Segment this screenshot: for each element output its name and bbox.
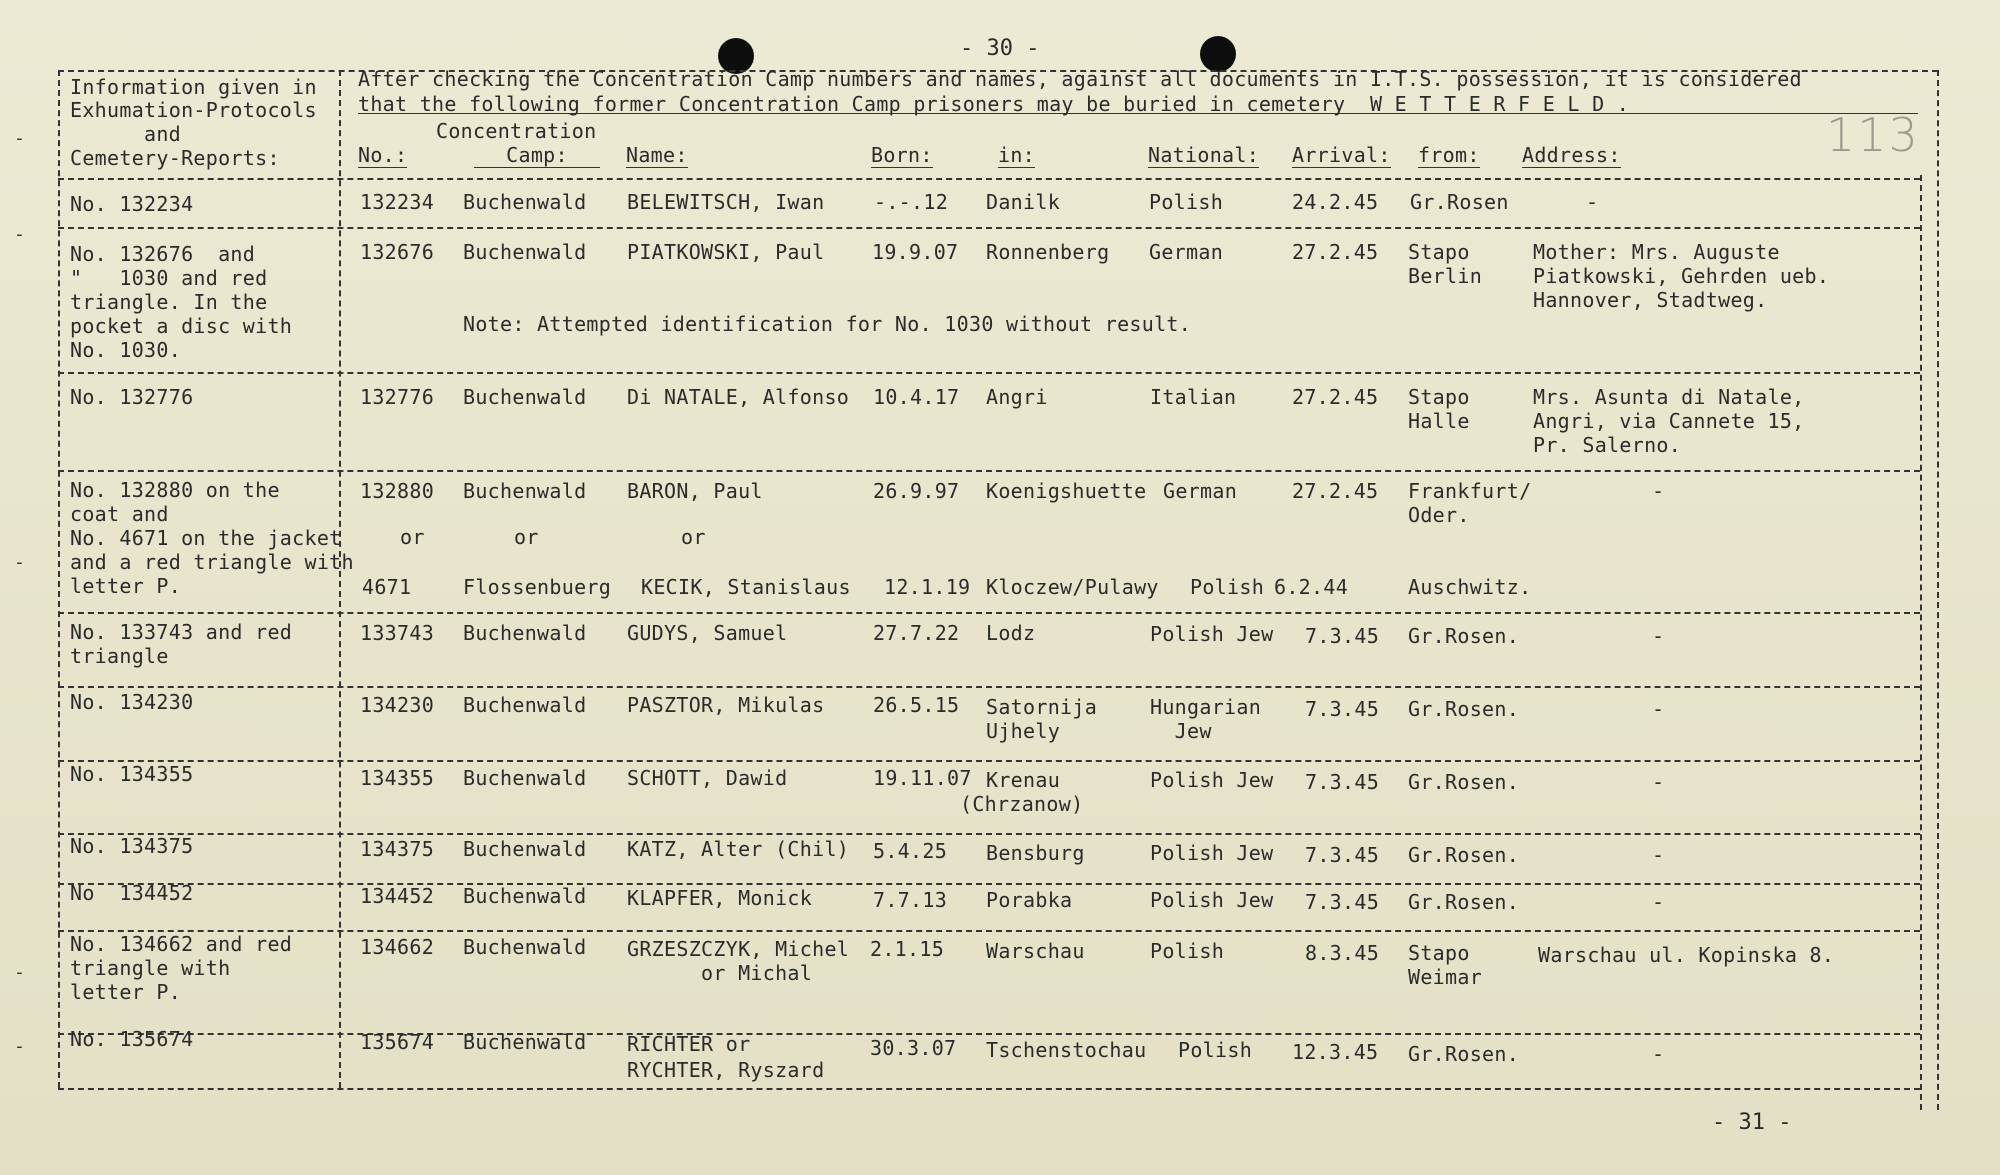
- born-cell: 26.9.97: [873, 479, 960, 503]
- left-col-title-3: and: [144, 122, 182, 146]
- from-cell: Halle: [1408, 409, 1470, 433]
- frame-right: [1937, 70, 1939, 1110]
- born-cell: 19.11.07: [873, 766, 972, 790]
- col-in-header: in:: [998, 143, 1036, 167]
- address-cell: -: [1652, 624, 1665, 648]
- intro-line-2: that the following former Concentration Camp prisoners may be buried in cemetery W E T T E R F E L D .: [358, 92, 1630, 116]
- info-cell: No. 134662 and red: [70, 932, 293, 956]
- frame-left: [58, 70, 60, 1088]
- no-cell: 133743: [360, 621, 435, 645]
- name-cell: or Michal: [627, 961, 813, 985]
- name-cell: BELEWITSCH, Iwan: [627, 190, 825, 214]
- col-born-header: Born:: [871, 143, 933, 167]
- address-cell: -: [1652, 697, 1665, 721]
- born-cell: 2.1.15: [870, 937, 945, 961]
- address-cell: -: [1652, 1042, 1665, 1066]
- alt-born-cell: 12.1.19: [884, 575, 971, 599]
- in-cell: Tschenstochau: [986, 1038, 1147, 1062]
- camp-cell: Buchenwald: [463, 884, 587, 908]
- in-cell: Danilk: [986, 190, 1061, 214]
- col-concentration: Concentration: [436, 119, 597, 143]
- info-cell: No. 1030.: [70, 338, 182, 362]
- address-cell: Pr. Salerno.: [1533, 433, 1682, 457]
- from-cell: Gr.Rosen.: [1408, 770, 1520, 794]
- left-col-title-1: Information given in: [70, 75, 317, 99]
- info-cell: No. 132880 on the: [70, 478, 280, 502]
- or-word: or: [400, 525, 425, 549]
- national-cell: Italian: [1150, 385, 1237, 409]
- in-cell: Satornija: [986, 695, 1098, 719]
- no-cell: 134355: [360, 766, 435, 790]
- born-cell: -.-.12: [874, 190, 949, 214]
- name-cell: GRZESZCZYK, Michel: [627, 937, 850, 961]
- name-cell: BARON, Paul: [627, 479, 763, 503]
- national-cell: Hungarian: [1150, 695, 1262, 719]
- col-arrival-header: Arrival:: [1292, 143, 1391, 167]
- info-cell: triangle: [70, 644, 169, 668]
- alt-no-cell: 4671: [362, 575, 412, 599]
- row-divider: [58, 760, 1920, 762]
- arrival-cell: 7.3.45: [1305, 890, 1380, 914]
- row-divider: [58, 883, 1920, 885]
- margin-mark: -: [14, 1036, 25, 1057]
- arrival-cell: 27.2.45: [1292, 240, 1379, 264]
- born-cell: 5.4.25: [873, 839, 948, 863]
- no-cell: 134662: [360, 935, 435, 959]
- info-cell: triangle with: [70, 956, 231, 980]
- top-page-number: - 30 -: [960, 36, 1040, 61]
- info-cell: triangle. In the: [70, 290, 268, 314]
- address-cell: -: [1586, 190, 1599, 214]
- in-cell: Lodz: [986, 621, 1036, 645]
- in-cell: Angri: [986, 385, 1048, 409]
- camp-cell: Buchenwald: [463, 935, 587, 959]
- name-cell: RYCHTER, Ryszard: [627, 1058, 825, 1082]
- from-cell: Gr.Rosen.: [1408, 843, 1520, 867]
- address-cell: -: [1652, 843, 1665, 867]
- info-cell: pocket a disc with: [70, 314, 293, 338]
- margin-mark: -: [14, 962, 25, 983]
- col-from-header: from:: [1418, 143, 1480, 167]
- national-cell: Polish Jew: [1150, 841, 1274, 865]
- name-cell: RICHTER or: [627, 1032, 751, 1056]
- from-cell: Oder.: [1408, 503, 1470, 527]
- row-divider: [58, 930, 1920, 932]
- info-cell: No 134452: [70, 881, 194, 905]
- margin-mark: -: [14, 552, 25, 573]
- alt-from-cell: Auschwitz.: [1408, 575, 1532, 599]
- col-camp-header: Camp:: [474, 143, 600, 168]
- arrival-cell: 27.2.45: [1292, 385, 1379, 409]
- from-cell: Stapo: [1408, 385, 1470, 409]
- info-cell: coat and: [70, 502, 169, 526]
- info-cell: No. 4671 on the jacket: [70, 526, 342, 550]
- no-cell: 132676: [360, 240, 435, 264]
- col-national-header: National:: [1148, 143, 1260, 167]
- address-cell: -: [1652, 770, 1665, 794]
- national-cell: Polish Jew: [1150, 888, 1274, 912]
- info-cell: No. 132676 and: [70, 242, 256, 266]
- from-cell: Frankfurt/: [1408, 479, 1532, 503]
- name-cell: KLAPFER, Monick: [627, 886, 813, 910]
- note-text: Note: Attempted identification for No. 1030 without result.: [463, 312, 1192, 336]
- row-divider: [58, 178, 1920, 180]
- arrival-cell: 12.3.45: [1292, 1040, 1379, 1064]
- national-cell: Polish Jew: [1150, 622, 1274, 646]
- no-cell: 134452: [360, 884, 435, 908]
- margin-mark: -: [14, 224, 25, 245]
- camp-cell: Buchenwald: [463, 837, 587, 861]
- camp-cell: Buchenwald: [463, 385, 587, 409]
- address-cell: Mrs. Asunta di Natale,: [1533, 385, 1805, 409]
- left-col-title-4: Cemetery-Reports:: [70, 146, 280, 170]
- name-cell: KATZ, Alter (Chil): [627, 837, 850, 861]
- info-cell: No. 134375: [70, 834, 194, 858]
- born-cell: 30.3.07: [870, 1036, 957, 1060]
- name-cell: PIATKOWSKI, Paul: [627, 240, 825, 264]
- address-cell: -: [1652, 479, 1665, 503]
- born-cell: 10.4.17: [873, 385, 960, 409]
- info-cell: " 1030 and red: [70, 266, 268, 290]
- address-cell: Warschau ul. Kopinska 8.: [1538, 943, 1835, 967]
- from-cell: Gr.Rosen.: [1408, 697, 1520, 721]
- row-divider: [58, 470, 1920, 472]
- info-cell: No. 134355: [70, 762, 194, 786]
- camp-cell: Buchenwald: [463, 621, 587, 645]
- col-name-header: Name:: [626, 143, 688, 167]
- from-cell: Weimar: [1408, 965, 1483, 989]
- info-cell: No. 132234: [70, 192, 194, 216]
- info-cell: No. 135674: [70, 1027, 194, 1051]
- born-cell: 19.9.07: [872, 240, 959, 264]
- camp-cell: Buchenwald: [463, 693, 587, 717]
- name-cell: PASZTOR, Mikulas: [627, 693, 825, 717]
- col-no-header: No.:: [358, 143, 408, 167]
- bottom-page-number: - 31 -: [1712, 1110, 1792, 1135]
- col-address-header: Address:: [1522, 143, 1621, 167]
- left-col-title-2: Exhumation-Protocols: [70, 98, 317, 122]
- from-cell: Gr.Rosen.: [1408, 890, 1520, 914]
- in-cell: Ujhely: [986, 719, 1061, 743]
- alt-national-cell: Polish: [1190, 575, 1265, 599]
- in-cell: Warschau: [986, 939, 1085, 963]
- frame-right-inner: [1920, 175, 1922, 1110]
- alt-camp-cell: Flossenbuerg: [463, 575, 612, 599]
- name-cell: GUDYS, Samuel: [627, 621, 788, 645]
- in-cell: Koenigshuette: [986, 479, 1147, 503]
- in-cell: Bensburg: [986, 841, 1085, 865]
- in-cell: Ronnenberg: [986, 240, 1110, 264]
- stamp-number: 113: [1826, 108, 1920, 162]
- national-cell: Polish: [1149, 190, 1224, 214]
- no-cell: 134230: [360, 693, 435, 717]
- row-divider: [58, 227, 1920, 229]
- address-cell: Hannover, Stadtweg.: [1533, 288, 1768, 312]
- name-cell: SCHOTT, Dawid: [627, 766, 788, 790]
- info-cell: letter P.: [70, 574, 182, 598]
- alt-name-cell: KECIK, Stanislaus: [641, 575, 851, 599]
- address-cell: Mother: Mrs. Auguste: [1533, 240, 1780, 264]
- address-cell: -: [1652, 890, 1665, 914]
- address-cell: Angri, via Cannete 15,: [1533, 409, 1805, 433]
- in-cell: Porabka: [986, 888, 1073, 912]
- intro-line-1: After checking the Concentration Camp numbers and names, against all documents in I.T.S. possession, it is considered: [358, 67, 1802, 91]
- name-cell: Di NATALE, Alfonso: [627, 385, 850, 409]
- margin-mark: -: [14, 128, 25, 149]
- from-cell: Gr.Rosen: [1410, 190, 1509, 214]
- arrival-cell: 8.3.45: [1305, 941, 1380, 965]
- national-cell: Polish: [1178, 1038, 1253, 1062]
- from-cell: Berlin: [1408, 264, 1483, 288]
- no-cell: 132234: [360, 190, 435, 214]
- arrival-cell: 7.3.45: [1305, 624, 1380, 648]
- info-cell: letter P.: [70, 980, 182, 1004]
- from-cell: Gr.Rosen.: [1408, 624, 1520, 648]
- or-word: or: [681, 525, 706, 549]
- arrival-cell: 7.3.45: [1305, 843, 1380, 867]
- arrival-cell: 7.3.45: [1305, 697, 1380, 721]
- national-cell: Polish: [1150, 939, 1225, 963]
- born-cell: 26.5.15: [873, 693, 960, 717]
- national-cell: German: [1149, 240, 1224, 264]
- national-cell: Jew: [1150, 719, 1212, 743]
- from-cell: Gr.Rosen.: [1408, 1042, 1520, 1066]
- alt-in-cell: Kloczew/Pulawy: [986, 575, 1159, 599]
- frame-bottom: [58, 1088, 1920, 1090]
- info-cell: No. 134230: [70, 690, 194, 714]
- address-cell: Piatkowski, Gehrden ueb.: [1533, 264, 1830, 288]
- from-cell: Stapo: [1408, 240, 1470, 264]
- in-cell: Krenau: [986, 768, 1061, 792]
- born-cell: 7.7.13: [873, 888, 948, 912]
- in-cell: (Chrzanow): [960, 792, 1084, 816]
- national-cell: Polish Jew: [1150, 768, 1274, 792]
- info-cell: and a red triangle with: [70, 550, 354, 574]
- arrival-cell: 27.2.45: [1292, 479, 1379, 503]
- arrival-cell: 7.3.45: [1305, 770, 1380, 794]
- row-divider: [58, 1033, 1920, 1035]
- column-divider: [339, 70, 341, 1088]
- info-cell: No. 133743 and red: [70, 620, 293, 644]
- no-cell: 134375: [360, 837, 435, 861]
- camp-cell: Buchenwald: [463, 479, 587, 503]
- arrival-cell: 24.2.45: [1292, 190, 1379, 214]
- row-divider: [58, 612, 1920, 614]
- info-cell: No. 132776: [70, 385, 194, 409]
- alt-arrival-cell: 6.2.44: [1274, 575, 1349, 599]
- camp-cell: Buchenwald: [463, 240, 587, 264]
- row-divider: [58, 372, 1920, 374]
- no-cell: 132880: [360, 479, 435, 503]
- camp-cell: Buchenwald: [463, 766, 587, 790]
- camp-cell: Buchenwald: [463, 190, 587, 214]
- or-word: or: [514, 525, 539, 549]
- national-cell: German: [1163, 479, 1238, 503]
- camp-cell: Buchenwald: [463, 1030, 587, 1054]
- row-divider: [58, 686, 1920, 688]
- born-cell: 27.7.22: [873, 621, 960, 645]
- row-divider: [58, 833, 1920, 835]
- from-cell: Stapo: [1408, 941, 1470, 965]
- no-cell: 135674: [360, 1030, 435, 1054]
- no-cell: 132776: [360, 385, 435, 409]
